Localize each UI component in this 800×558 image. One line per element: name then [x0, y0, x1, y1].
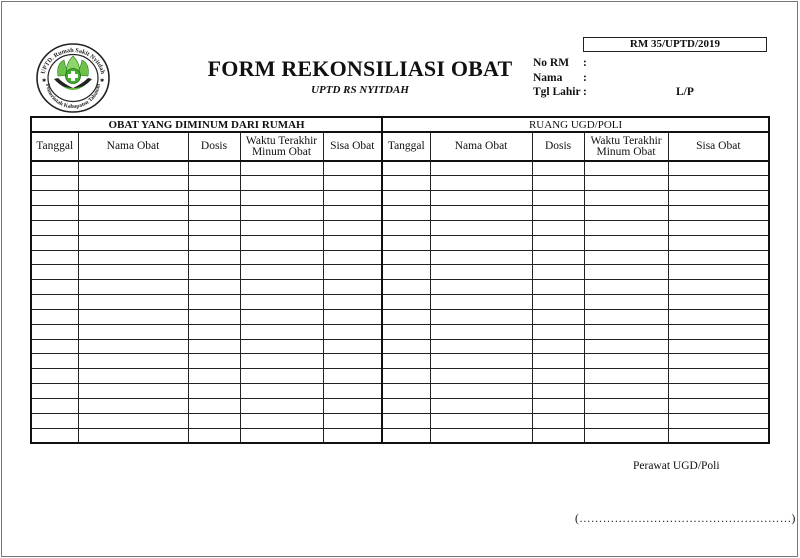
table-cell[interactable] — [323, 161, 382, 176]
signature-line[interactable]: (………………………………………………) — [575, 513, 796, 525]
table-cell[interactable] — [668, 295, 769, 310]
table-cell[interactable] — [31, 384, 78, 399]
table-cell[interactable] — [323, 309, 382, 324]
table-cell[interactable] — [323, 250, 382, 265]
table-cell[interactable] — [382, 220, 430, 235]
table-cell[interactable] — [430, 399, 532, 414]
table-cell[interactable] — [382, 324, 430, 339]
table-cell[interactable] — [668, 235, 769, 250]
table-cell[interactable] — [323, 354, 382, 369]
table-cell[interactable] — [532, 428, 584, 443]
table-cell[interactable] — [532, 176, 584, 191]
table-cell[interactable] — [31, 235, 78, 250]
table-cell[interactable] — [240, 235, 323, 250]
table-cell[interactable] — [240, 250, 323, 265]
table-cell[interactable] — [532, 206, 584, 221]
table-cell[interactable] — [188, 399, 240, 414]
table-row — [31, 265, 769, 280]
table-cell[interactable] — [532, 369, 584, 384]
table-cell[interactable] — [668, 265, 769, 280]
table-cell[interactable] — [31, 176, 78, 191]
table-cell[interactable] — [240, 354, 323, 369]
table-row — [31, 161, 769, 176]
section-header-row — [31, 117, 769, 132]
table-cell[interactable] — [584, 220, 668, 235]
table-cell[interactable] — [584, 176, 668, 191]
table-cell[interactable] — [78, 280, 188, 295]
logo-emblem-icon — [34, 42, 112, 114]
table-row — [31, 413, 769, 428]
table-cell[interactable] — [584, 235, 668, 250]
table-cell[interactable] — [584, 280, 668, 295]
table-cell[interactable] — [188, 354, 240, 369]
table-cell[interactable] — [78, 339, 188, 354]
table-cell[interactable] — [188, 384, 240, 399]
table-cell[interactable] — [668, 428, 769, 443]
table-cell[interactable] — [78, 413, 188, 428]
table-cell[interactable] — [382, 309, 430, 324]
table-cell[interactable] — [31, 161, 78, 176]
table-cell[interactable] — [532, 413, 584, 428]
table-row — [31, 250, 769, 265]
table-cell[interactable] — [430, 235, 532, 250]
table-cell[interactable] — [188, 176, 240, 191]
table-cell[interactable] — [78, 399, 188, 414]
table-cell[interactable] — [78, 220, 188, 235]
table-cell[interactable] — [668, 384, 769, 399]
table-cell[interactable] — [188, 413, 240, 428]
table-cell[interactable] — [323, 413, 382, 428]
table-cell[interactable] — [323, 399, 382, 414]
table-cell[interactable] — [240, 399, 323, 414]
col-sisa-obat: Sisa Obat — [323, 132, 382, 161]
table-cell[interactable] — [430, 206, 532, 221]
table-cell[interactable] — [323, 265, 382, 280]
table-cell[interactable] — [188, 309, 240, 324]
table-cell[interactable] — [78, 235, 188, 250]
table-cell[interactable] — [382, 384, 430, 399]
table-cell[interactable] — [382, 280, 430, 295]
table-cell[interactable] — [31, 428, 78, 443]
table-cell[interactable] — [188, 235, 240, 250]
table-cell[interactable] — [532, 250, 584, 265]
table-cell[interactable] — [188, 250, 240, 265]
table-cell[interactable] — [382, 295, 430, 310]
table-cell[interactable] — [240, 265, 323, 280]
table-cell[interactable] — [430, 309, 532, 324]
table-cell[interactable] — [323, 384, 382, 399]
column-header-row — [31, 132, 769, 161]
table-row — [31, 220, 769, 235]
table-cell[interactable] — [584, 428, 668, 443]
table-cell[interactable] — [584, 324, 668, 339]
table-cell[interactable] — [584, 265, 668, 280]
table-cell[interactable] — [430, 220, 532, 235]
table-cell[interactable] — [584, 191, 668, 206]
table-cell[interactable] — [532, 399, 584, 414]
table-cell[interactable] — [31, 295, 78, 310]
table-cell[interactable] — [31, 280, 78, 295]
table-cell[interactable] — [382, 399, 430, 414]
table-row — [31, 428, 769, 443]
table-cell[interactable] — [31, 413, 78, 428]
col-nama-obat-ugd: Nama Obat — [430, 132, 532, 161]
table-cell[interactable] — [382, 206, 430, 221]
table-cell[interactable] — [78, 428, 188, 443]
table-cell[interactable] — [240, 339, 323, 354]
table-cell[interactable] — [584, 369, 668, 384]
table-row — [31, 295, 769, 310]
table-cell[interactable] — [532, 161, 584, 176]
table-cell[interactable] — [584, 206, 668, 221]
table-cell[interactable] — [584, 339, 668, 354]
table-cell[interactable] — [532, 280, 584, 295]
table-cell[interactable] — [430, 295, 532, 310]
table-cell[interactable] — [430, 161, 532, 176]
table-cell[interactable] — [668, 354, 769, 369]
hospital-logo — [34, 42, 112, 114]
table-row — [31, 235, 769, 250]
table-cell[interactable] — [382, 369, 430, 384]
table-cell[interactable] — [188, 206, 240, 221]
table-cell[interactable] — [584, 399, 668, 414]
table-cell[interactable] — [584, 295, 668, 310]
table-cell[interactable] — [31, 324, 78, 339]
table-cell[interactable] — [532, 265, 584, 280]
table-cell[interactable] — [31, 354, 78, 369]
table-cell[interactable] — [188, 220, 240, 235]
table-cell[interactable] — [31, 220, 78, 235]
table-cell[interactable] — [240, 428, 323, 443]
table-row — [31, 369, 769, 384]
field-label: No RM — [533, 57, 570, 69]
patient-field-no-rm[interactable]: No RM : — [533, 57, 587, 69]
table-cell[interactable] — [240, 295, 323, 310]
table-cell[interactable] — [240, 191, 323, 206]
table-row — [31, 399, 769, 414]
section-ugd-poli: RUANG UGD/POLI — [382, 117, 769, 132]
table-cell[interactable] — [668, 399, 769, 414]
table-cell[interactable] — [668, 206, 769, 221]
table-cell[interactable] — [240, 176, 323, 191]
patient-info — [533, 56, 694, 100]
table-cell[interactable] — [430, 265, 532, 280]
table-cell[interactable] — [584, 161, 668, 176]
table-cell[interactable] — [240, 161, 323, 176]
svg-text:Pemerintah Kabupaten Tabanan: Pemerintah Kabupaten Tabanan — [44, 83, 102, 111]
table-cell[interactable] — [668, 369, 769, 384]
table-cell[interactable] — [532, 295, 584, 310]
signature-label: Perawat UGD/Poli — [633, 460, 720, 472]
table-cell[interactable] — [31, 250, 78, 265]
table-cell[interactable] — [78, 369, 188, 384]
col-tanggal-ugd: Tanggal — [382, 132, 430, 161]
table-cell[interactable] — [430, 369, 532, 384]
table-cell[interactable] — [188, 428, 240, 443]
table-row — [31, 280, 769, 295]
table-cell[interactable] — [78, 250, 188, 265]
table-cell[interactable] — [668, 309, 769, 324]
col-dosis-ugd: Dosis — [532, 132, 584, 161]
table-row — [31, 176, 769, 191]
table-row — [31, 384, 769, 399]
table-cell[interactable] — [382, 176, 430, 191]
table-cell[interactable] — [323, 220, 382, 235]
table-cell[interactable] — [240, 280, 323, 295]
table-cell[interactable] — [78, 265, 188, 280]
table-cell[interactable] — [430, 324, 532, 339]
table-cell[interactable] — [430, 428, 532, 443]
table-row — [31, 309, 769, 324]
table-cell[interactable] — [31, 191, 78, 206]
col-tanggal: Tanggal — [31, 132, 78, 161]
table-cell[interactable] — [78, 324, 188, 339]
table-cell[interactable] — [668, 250, 769, 265]
field-label: Tgl Lahir — [533, 86, 581, 98]
table-cell[interactable] — [240, 309, 323, 324]
table-cell[interactable] — [532, 191, 584, 206]
table-cell[interactable] — [240, 413, 323, 428]
table-cell[interactable] — [532, 220, 584, 235]
section-home-medication: OBAT YANG DIMINUM DARI RUMAH — [31, 117, 382, 132]
form-title: FORM REKONSILIASI OBAT — [207, 56, 513, 81]
table-cell[interactable] — [668, 176, 769, 191]
table-cell[interactable] — [31, 339, 78, 354]
patient-field-tgl-lahir[interactable]: Tgl Lahir : L/P — [533, 86, 694, 98]
table-cell[interactable] — [240, 324, 323, 339]
table-cell[interactable] — [323, 339, 382, 354]
table-cell[interactable] — [584, 384, 668, 399]
table-cell[interactable] — [668, 161, 769, 176]
table-cell[interactable] — [430, 354, 532, 369]
table-cell[interactable] — [31, 369, 78, 384]
table-cell[interactable] — [532, 309, 584, 324]
table-cell[interactable] — [532, 339, 584, 354]
table-cell[interactable] — [430, 250, 532, 265]
table-cell[interactable] — [382, 428, 430, 443]
reconciliation-table — [30, 116, 770, 444]
table-cell[interactable] — [584, 413, 668, 428]
table-cell[interactable] — [78, 191, 188, 206]
table-cell[interactable] — [382, 235, 430, 250]
table-cell[interactable] — [430, 384, 532, 399]
table-cell[interactable] — [668, 324, 769, 339]
table-cell[interactable] — [188, 369, 240, 384]
table-cell[interactable] — [668, 339, 769, 354]
table-row — [31, 324, 769, 339]
table-cell[interactable] — [382, 250, 430, 265]
hospital-name: UPTD RS NYITDAH — [311, 84, 409, 96]
table-cell[interactable] — [188, 191, 240, 206]
table-cell[interactable] — [323, 191, 382, 206]
col-nama-obat: Nama Obat — [78, 132, 188, 161]
table-cell[interactable] — [382, 339, 430, 354]
svg-text:UPTD. Rumah Sakit Nyitdah: UPTD. Rumah Sakit Nyitdah — [39, 46, 107, 75]
table-cell[interactable] — [430, 191, 532, 206]
table-cell[interactable] — [78, 206, 188, 221]
table-body — [31, 161, 769, 443]
table-cell[interactable] — [323, 324, 382, 339]
patient-field-nama[interactable]: Nama : — [533, 71, 587, 84]
col-waktu-terakhir-ugd: Waktu Terakhir Minum Obat — [584, 132, 668, 161]
col-waktu-terakhir: Waktu Terakhir Minum Obat — [240, 132, 323, 161]
table-cell[interactable] — [31, 309, 78, 324]
table-cell[interactable] — [323, 295, 382, 310]
table-cell[interactable] — [188, 161, 240, 176]
table-cell[interactable] — [31, 206, 78, 221]
table-cell[interactable] — [430, 280, 532, 295]
table-cell[interactable] — [240, 220, 323, 235]
table-cell[interactable] — [584, 309, 668, 324]
table-cell[interactable] — [188, 295, 240, 310]
table-cell[interactable] — [188, 324, 240, 339]
gender-label: L/P — [676, 86, 694, 98]
table-cell[interactable] — [323, 280, 382, 295]
table-cell[interactable] — [668, 280, 769, 295]
table-cell[interactable] — [668, 413, 769, 428]
table-row — [31, 339, 769, 354]
table-cell[interactable] — [323, 176, 382, 191]
svg-text:✱: ✱ — [42, 79, 47, 84]
table-cell[interactable] — [584, 354, 668, 369]
table-cell[interactable] — [188, 265, 240, 280]
table-cell[interactable] — [668, 220, 769, 235]
table-cell[interactable] — [323, 206, 382, 221]
table-cell[interactable] — [323, 428, 382, 443]
table-cell[interactable] — [31, 399, 78, 414]
table-cell[interactable] — [78, 295, 188, 310]
table-cell[interactable] — [78, 161, 188, 176]
table-cell[interactable] — [240, 206, 323, 221]
table-cell[interactable] — [532, 235, 584, 250]
table-cell[interactable] — [188, 339, 240, 354]
table-cell[interactable] — [532, 384, 584, 399]
table-row — [31, 354, 769, 369]
col-dosis: Dosis — [188, 132, 240, 161]
svg-text:✱: ✱ — [100, 79, 105, 84]
table-cell[interactable] — [240, 384, 323, 399]
table-cell[interactable] — [382, 354, 430, 369]
table-cell[interactable] — [78, 354, 188, 369]
table-cell[interactable] — [78, 176, 188, 191]
table-cell[interactable] — [382, 413, 430, 428]
table-cell[interactable] — [532, 354, 584, 369]
table-cell[interactable] — [31, 265, 78, 280]
table-cell[interactable] — [430, 339, 532, 354]
table-row — [31, 191, 769, 206]
table-cell[interactable] — [78, 384, 188, 399]
table-cell[interactable] — [532, 324, 584, 339]
table-cell[interactable] — [382, 191, 430, 206]
table-cell[interactable] — [382, 265, 430, 280]
table-cell[interactable] — [668, 191, 769, 206]
table-cell[interactable] — [78, 309, 188, 324]
table-cell[interactable] — [188, 280, 240, 295]
table-cell[interactable] — [323, 235, 382, 250]
table-cell[interactable] — [584, 250, 668, 265]
table-cell[interactable] — [430, 413, 532, 428]
table-cell[interactable] — [240, 369, 323, 384]
table-row — [31, 206, 769, 221]
col-sisa-obat-ugd: Sisa Obat — [668, 132, 769, 161]
field-label: Nama — [533, 71, 563, 84]
table-cell[interactable] — [323, 369, 382, 384]
table-cell[interactable] — [430, 176, 532, 191]
table-cell[interactable] — [382, 161, 430, 176]
form-code-box: RM 35/UPTD/2019 — [583, 37, 767, 52]
